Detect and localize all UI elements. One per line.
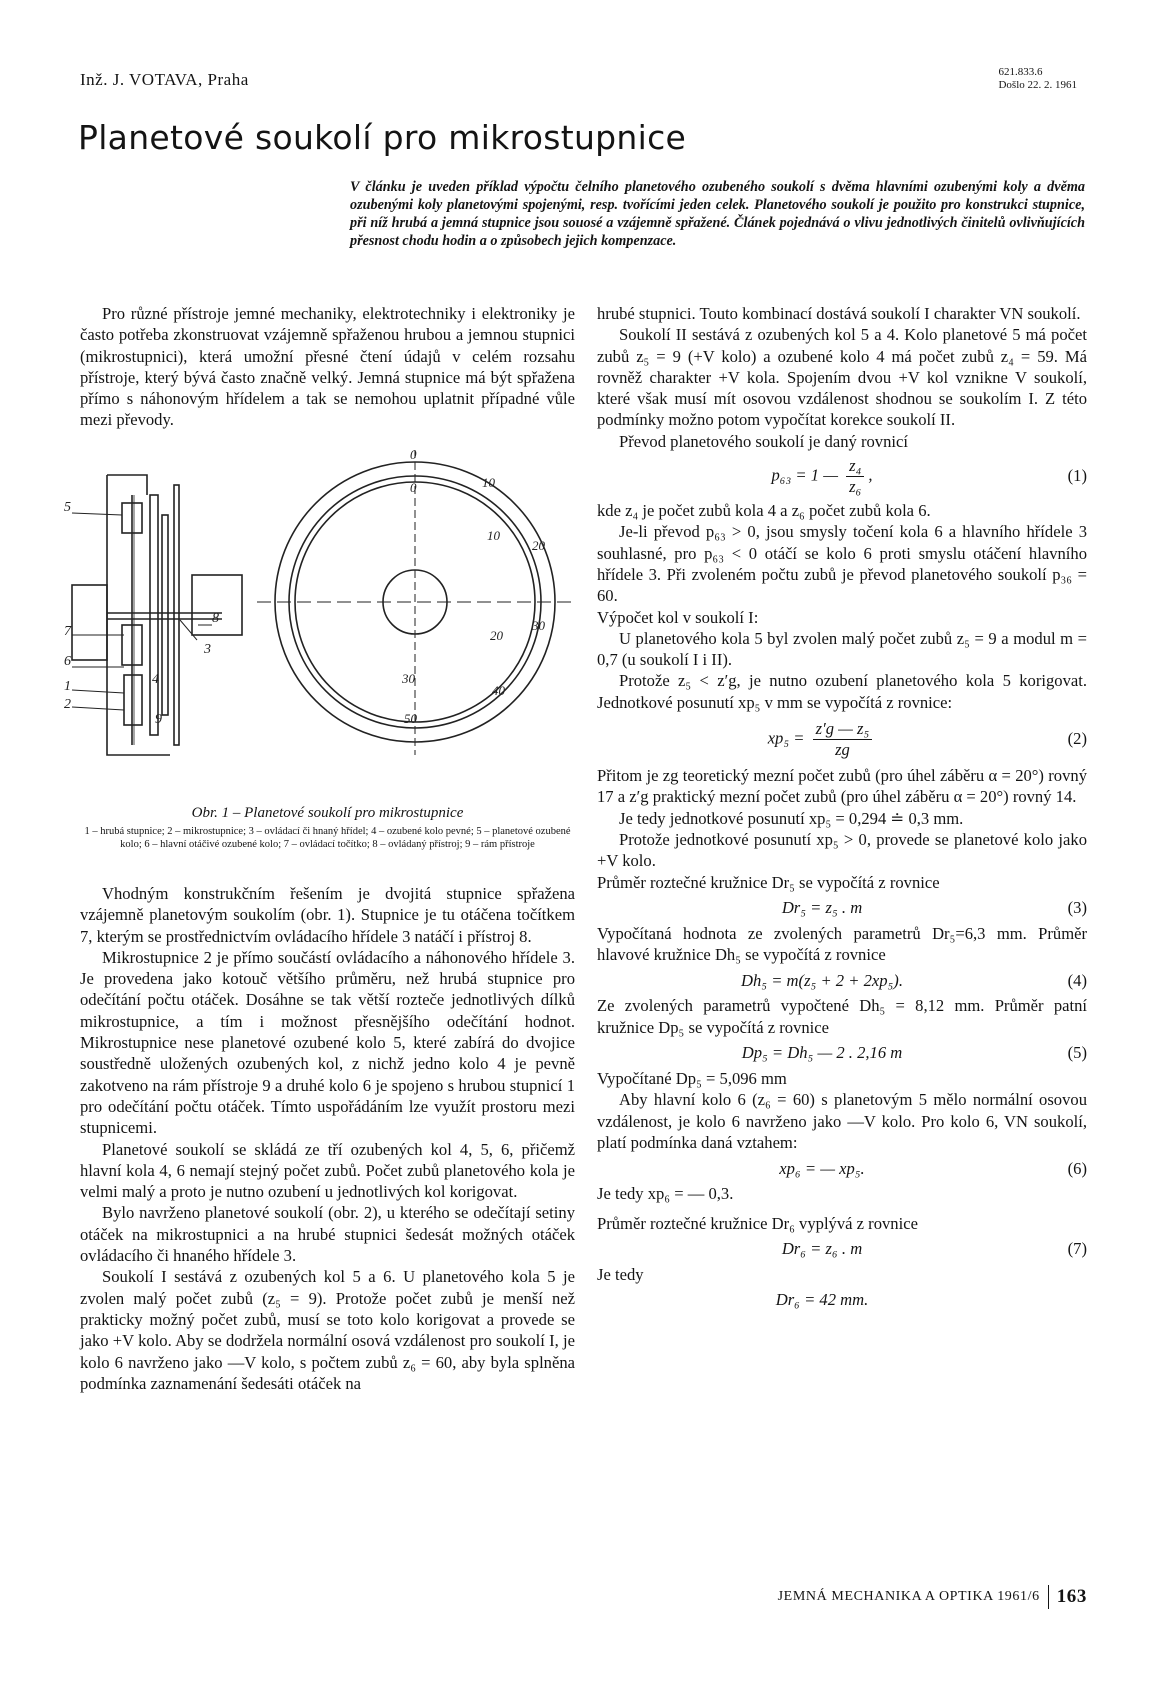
dial-num-0-inner: 0	[410, 480, 417, 495]
eq2-number: (2)	[1067, 729, 1087, 749]
paragraph: Průměr roztečné kružnice Dr₅ se vypočítá z rovnice	[597, 872, 940, 892]
paragraph: Soukolí II sestává z ozubených kol 5 a 4. Kolo planetové 5 má počet zubů z₅ = 9 (+V kolo) a ozubené kolo 4 má počet zubů z₄ = 59. Má rovněž charakter +V kola. Spojením dvou +V kol vznikne V soukolí, které však musí mít osovou vzdálenost shodnou se soukolím I. Z této podmínky možno potom vypočítat korekce soukolí II.	[597, 325, 1087, 430]
received-date: Došlo 22. 2. 1961	[998, 79, 1077, 91]
paragraph: Přitom je zg teoretický mezní počet zubů (pro úhel záběru α = 20°) rovný 17 a z′g praktický mezní počet zubů (pro úhel záběru α = 20°) rovný 14.	[597, 766, 1087, 807]
dial-num-10-outer: 10	[482, 475, 495, 490]
frame-top	[107, 475, 147, 495]
equation-1	[597, 452, 1087, 500]
fig-label-8: 8	[212, 611, 219, 626]
fig-label-4: 4	[152, 672, 159, 687]
right-column	[597, 303, 1087, 1315]
paragraph: hrubé stupnici. Touto kombinací dostává soukolí I charakter VN soukolí.	[597, 304, 1081, 323]
paragraph: Průměr roztečné kružnice Dr₆ vyplývá z rovnice	[597, 1213, 918, 1233]
eq3-body: Dr₅ = z₅ . m	[781, 898, 863, 918]
dial-num-30-inner: 30	[402, 671, 415, 686]
paragraph: Aby hlavní kolo 6 (z₆ = 60) s planetovým 5 mělo normální osovou vzdálenost, je kolo 6 navrženo jako —V kolo. Pro kolo 6, VN soukolí, platí podmínka daná vztahem:	[597, 1090, 1087, 1152]
intro-paragraph: Pro různé přístroje jemné mechaniky, elektrotechniky i elektroniky je často potřeba zkonstruovat vzájemně spřaženou hrubou a jemnou stupnici (mikrostupnici), která umožní přesné čtení údajů v celém rozsahu přístroje, který bývá často značně velký. Jemná stupnice má být spřažena přímo s náhonovým hřídelem a tak se nemohou uplatnit případné vůle mezi převody.	[80, 304, 575, 430]
equation-3	[597, 893, 1087, 923]
dial-num-0-outer: 0	[410, 447, 417, 462]
eq1-den: z₆	[849, 476, 862, 496]
paragraph: Soukolí I sestává z ozubených kol 5 a 6. U planetového kola 5 je zvolen malý počet zubů (z₅ = 9). Protože počet zubů je menší než prakticky možný počet zubů, musí se toto kolo korigovat a provede se jako +V kolo. Aby se dodržela normální osová vzdálenost pro soukolí I, je kolo 6 navrženo jako —V kolo, s počtem zubů z₆ = 60, aby byla splněna podmínka zaznamenání šedesáti otáček na	[80, 1267, 575, 1393]
caption-body: 1 – hrubá stupnice; 2 – mikrostupnice; 3 – ovládací či hnaný hřídel; 4 – ozubené kolo pevné; 5 – planetové ozubené kolo; 6 – hlavní otáčivé ozubené kolo; 7 – ovládací točítko; 8 – ovládaný přístroj; 9 – rám přístroje	[84, 826, 571, 850]
equation-2	[597, 713, 1087, 765]
paragraph: Je tedy	[597, 1264, 644, 1284]
paragraph: Ze zvolených parametrů vypočtené Dh₅ = 8,12 mm. Průměr patní kružnice Dp₅ se vypočítá z rovnice	[597, 996, 1087, 1037]
dial-num-50-outer: 50	[404, 711, 417, 726]
left-column-top	[80, 303, 575, 431]
eq1-num: z₄	[846, 456, 864, 477]
udc-block	[998, 66, 1077, 92]
article-title: Planetové soukolí pro mikrostupnice	[78, 118, 687, 157]
paragraph: Výpočet kol v soukolí I:	[597, 607, 759, 627]
fig-label-6: 6	[64, 654, 71, 669]
dial-num-20-inner: 20	[490, 628, 503, 643]
equation-6	[597, 1153, 1087, 1183]
eq1-tail: ,	[868, 464, 873, 484]
figure-caption	[80, 805, 575, 851]
eq2-den: zg	[835, 739, 850, 759]
knob-shape	[72, 585, 107, 660]
paragraph: Vypočítaná hodnota ze zvolených parametrů Dr₅=6,3 mm. Průměr hlavové kružnice Dh₅ se vypočítá z rovnice	[597, 923, 1087, 965]
eq8-body: Dr₆ = 42 mm.	[775, 1290, 869, 1310]
eq2-fraction	[813, 719, 873, 760]
paragraph: Vhodným konstrukčním řešením je dvojitá stupnice spřažena vzájemně planetovým soukolím (obr. 1). Stupnice je tu otáčena točítkem 7, kterým se prostřednictvím ovládacího hřídele 3 natáčí i přístroj 8.	[80, 884, 575, 946]
dial-num-10-inner: 10	[487, 528, 500, 543]
dial-num-30-outer: 30	[532, 618, 545, 633]
dial-num-20-outer: 20	[532, 538, 545, 553]
paragraph: kde z₄ je počet zubů kola 4 a z₆ počet zubů kola 6.	[597, 501, 931, 521]
eq7-number: (7)	[1067, 1239, 1087, 1259]
eq1-number: (1)	[1067, 466, 1087, 486]
caption-title: Obr. 1 – Planetové soukolí pro mikrostupnice	[191, 805, 464, 821]
eq1-lhs: p₆₃ = 1 —	[771, 464, 838, 484]
scale-plate	[150, 495, 158, 735]
page-number: 163	[1056, 1586, 1087, 1607]
eq2-lhs: xp₅ =	[767, 727, 805, 747]
equation-7	[597, 1234, 1087, 1264]
fig-label-9: 9	[155, 712, 162, 727]
eq4-number: (4)	[1067, 970, 1087, 990]
eq7-body: Dr₆ = z₆ . m	[781, 1239, 863, 1259]
paragraph: Je tedy jednotkové posunutí xp₅ = 0,294 ≐ 0,3 mm.	[619, 808, 964, 828]
eq1-fraction	[846, 456, 864, 497]
equation-5	[597, 1038, 1087, 1068]
fig-label-5: 5	[64, 500, 71, 515]
instrument-shape	[192, 575, 242, 635]
author: Inž. J. VOTAVA, Praha	[80, 70, 249, 89]
fig-label-1: 1	[64, 679, 71, 694]
eq4-body: Dh₅ = m(z₅ + 2 + 2xp₅).	[741, 970, 903, 990]
paragraph: Převod planetového soukolí je daný rovnicí	[619, 431, 908, 451]
eq5-body: Dp₅ = Dh₅ — 2 . 2,16 m	[741, 1043, 903, 1063]
fig-label-2: 2	[64, 697, 71, 712]
eq6-body: xp₆ = — xp₅.	[779, 1158, 865, 1178]
paragraph: Mikrostupnice 2 je přímo součástí ovládacího a náhonového hřídele 3. Je provedena jako kotouč většího průměru, než hrubá stupnice pro odečítání počtu otáček. Dosáhne se tak větší rozteče jednotlivých dílků mikrostupnice, a tím i možnost přesnějšího odečítání hodnot. Mikrostupnice nese planetové ozubené kolo 5, které zabírá do dvojice soustředně uložených ozubených kol, z nichž jedno kolo 4 je pevně zakotveno na rám přístroje 9 a druhé kolo 6 je spojeno s hrubou stupnicí 1 pro odečítání počtu otáček. Tímto uspořádáním lze využít prostoru mezi stupnicemi.	[80, 947, 575, 1138]
footer-separator	[1048, 1585, 1049, 1609]
paragraph: Je tedy xp₆ = — 0,3.	[597, 1184, 734, 1204]
equation-4	[597, 965, 1087, 995]
fig-label-3: 3	[204, 642, 211, 657]
eq3-number: (3)	[1067, 898, 1087, 918]
page-footer	[778, 1585, 1087, 1609]
paragraph: Protože jednotkové posunutí xp₅ > 0, provede se planetové kolo jako +V kolo.	[597, 829, 1087, 871]
paragraph: Bylo navrženo planetové soukolí (obr. 2), u kterého se odečítají setiny otáček na mikrostupnici a na hrubé stupnici šedesát možných otáček ovládacího či hnaného hřídele 3.	[80, 1203, 575, 1266]
left-column-bottom	[80, 883, 575, 1394]
micro-plate	[162, 515, 168, 715]
paragraph: Vypočítané Dp₅ = 5,096 mm	[597, 1069, 787, 1089]
equation-8	[597, 1285, 1087, 1315]
paragraph: Protože z₅ < z′g, je nutno ozubení planetového kola 5 korigovat. Jednotkové posunutí xp₅ v mm se vypočítá z rovnice:	[597, 671, 1087, 712]
eq5-number: (5)	[1067, 1043, 1087, 1063]
figure-planetary-gear	[62, 447, 590, 800]
abstract: V článku je uveden příklad výpočtu čelního planetového ozubeného soukolí s dvěma hlavními ozubenými koly a dvěma ozubenými koly planetovými spojenými, resp. tvořícími jeden celek. Planetového soukolí je použito pro konstrukci stupnice, při níž hrubá a jemná stupnice jsou souosé a vzájemně spřažené. Článek pojednává o vlivu jednotlivých činitelů ovlivňujících přesnost chodu hodin a o způsobech jejich kompenzace.	[350, 179, 1085, 249]
paragraph: Planetové soukolí se skládá ze tří ozubených kol 4, 5, 6, přičemž hlavní kola 4, 6 nemají stejný počet zubů. Počet zubů planetového kola je velmi malý a proto je nutno ozubení u jednotlivých kol korigovat.	[80, 1139, 575, 1202]
eq6-number: (6)	[1067, 1158, 1087, 1178]
paragraph: U planetového kola 5 byl zvolen malý počet zubů z₅ = 9 a modul m = 0,7 (u soukolí I i II).	[597, 628, 1087, 670]
fig-label-7: 7	[64, 624, 71, 639]
dial-num-40-outer: 40	[492, 683, 505, 698]
eq2-num: z′g — z₅	[813, 719, 873, 740]
paragraph: Je-li převod p₆₃ > 0, jsou smysly točení kola 6 a hlavního hřídele 3 souhlasné, pro p₆₃ < 0 otáčí se kolo 6 proti smyslu otáčení hlavního hřídele 3. Při zvoleném počtu zubů je převod planetového soukolí p₃₆ = 60.	[597, 522, 1087, 606]
journal-name: JEMNÁ MECHANIKA A OPTIKA 1961/6	[777, 1589, 1040, 1604]
udc-code: 621.833.6	[998, 66, 1043, 78]
